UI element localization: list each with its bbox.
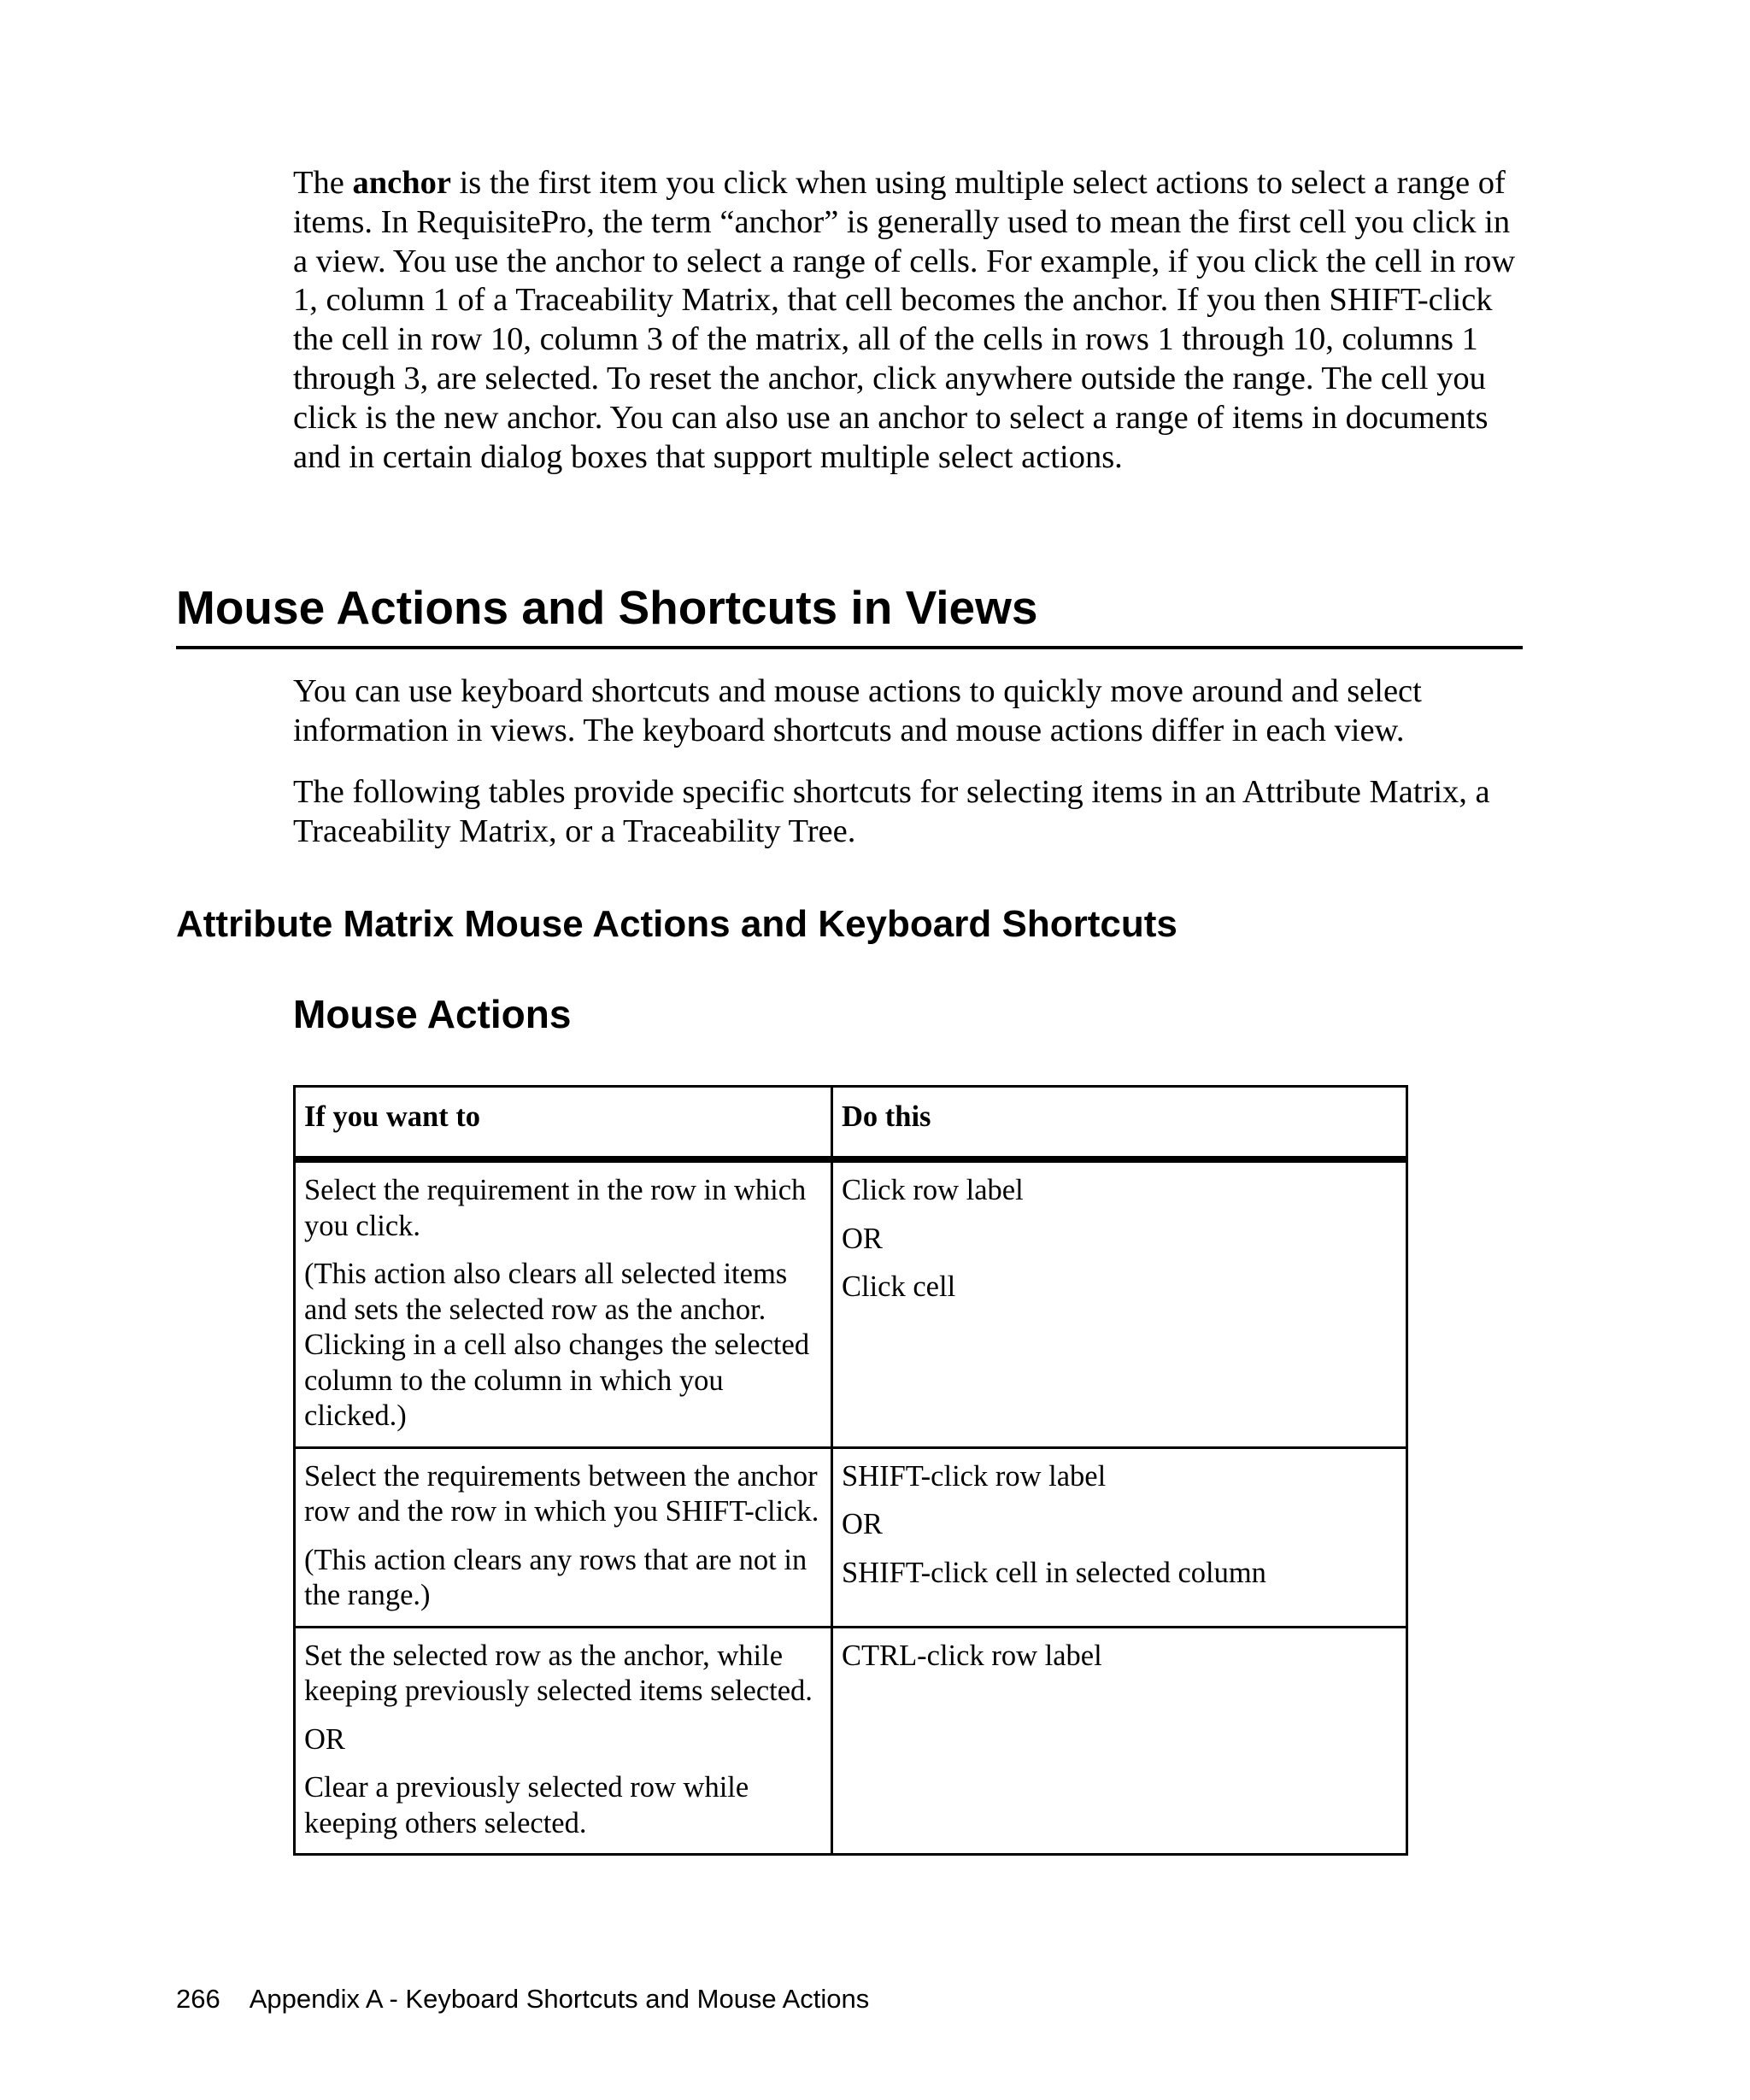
do-cell [832,1627,1407,1855]
do-or: OR [842,1508,883,1540]
section-paragraph-1: You can use keyboard shortcuts and mouse actions to quickly move around and select information in views. The keyboard shortcuts and mouse actions differ in each view. [293,673,1422,748]
anchor-term: anchor [352,165,451,201]
do-cell [832,1159,1407,1447]
section-heading: Mouse Actions and Shortcuts in Views [176,578,1523,649]
section-paragraph-2: The following tables provide specific shortcuts for selecting items in an Attribute Matrix, a Traceability Matrix, or a Traceability Tree. [293,774,1490,849]
do-text: CTRL-click row label [842,1639,1102,1672]
want-note: (This action clears any rows that are not in the range.) [304,1543,807,1611]
want-cell [295,1447,832,1627]
want-cell [295,1159,832,1447]
header-if-you-want-to: If you want to [295,1087,832,1160]
want-text: Set the selected row as the anchor, while keeping previously selected items selected. [304,1639,813,1707]
page-number: 266 [176,1984,220,2014]
want-note: (This action also clears all selected items and sets the selected row as the anchor. Clicking in a cell also changes the selected column to the column in which you clicked.) [304,1258,810,1432]
do-text: SHIFT-click row label [842,1459,1107,1493]
table-header-row [295,1087,1407,1160]
table-row [295,1447,1407,1627]
intro-paragraph [293,164,1524,477]
do-cell [832,1447,1407,1627]
do-text: SHIFT-click cell in selected column [842,1556,1266,1589]
mouse-actions-heading: Mouse Actions [293,992,572,1036]
want-text: Clear a previously selected row while keeping others selected. [304,1771,749,1839]
page-footer [176,1982,869,2016]
header-do-this: Do this [832,1087,1407,1160]
table-row [295,1627,1407,1855]
do-or: OR [842,1222,883,1255]
want-or: OR [304,1722,345,1756]
table-row [295,1159,1407,1447]
want-text: Select the requirement in the row in which you click. [304,1174,807,1242]
do-text: Click row label [842,1174,1024,1206]
want-cell [295,1627,832,1855]
mouse-actions-table [293,1085,1408,1856]
want-text: Select the requirements between the anchor row and the row in which you SHIFT-click. [304,1459,819,1528]
intro-text-rest: is the first item you click when using multiple select actions to select a range of items. In RequisitePro, the term “anchor” is generally used to mean the first cell you click in a view. You use the anchor to select a range of cells. For example, if you click the cell in row 1, column 1 of a Traceability Matrix, that cell becomes the anchor. If you then SHIFT-click the cell in row 10, column 3 of the matrix, all of the cells in rows 1 through 10, columns 1 through 3, are selected. To reset the anchor, click anywhere outside the range. The cell you click is the new anchor. You can also use an anchor to select a range of items in documents and in certain dialog boxes that support multiple select actions. [293,165,1516,475]
do-text: Click cell [842,1270,956,1303]
intro-text-start: The [293,165,353,201]
subsection-heading: Attribute Matrix Mouse Actions and Keyboard Shortcuts [176,903,1177,945]
footer-title: Appendix A - Keyboard Shortcuts and Mouse Actions [249,1984,870,2014]
